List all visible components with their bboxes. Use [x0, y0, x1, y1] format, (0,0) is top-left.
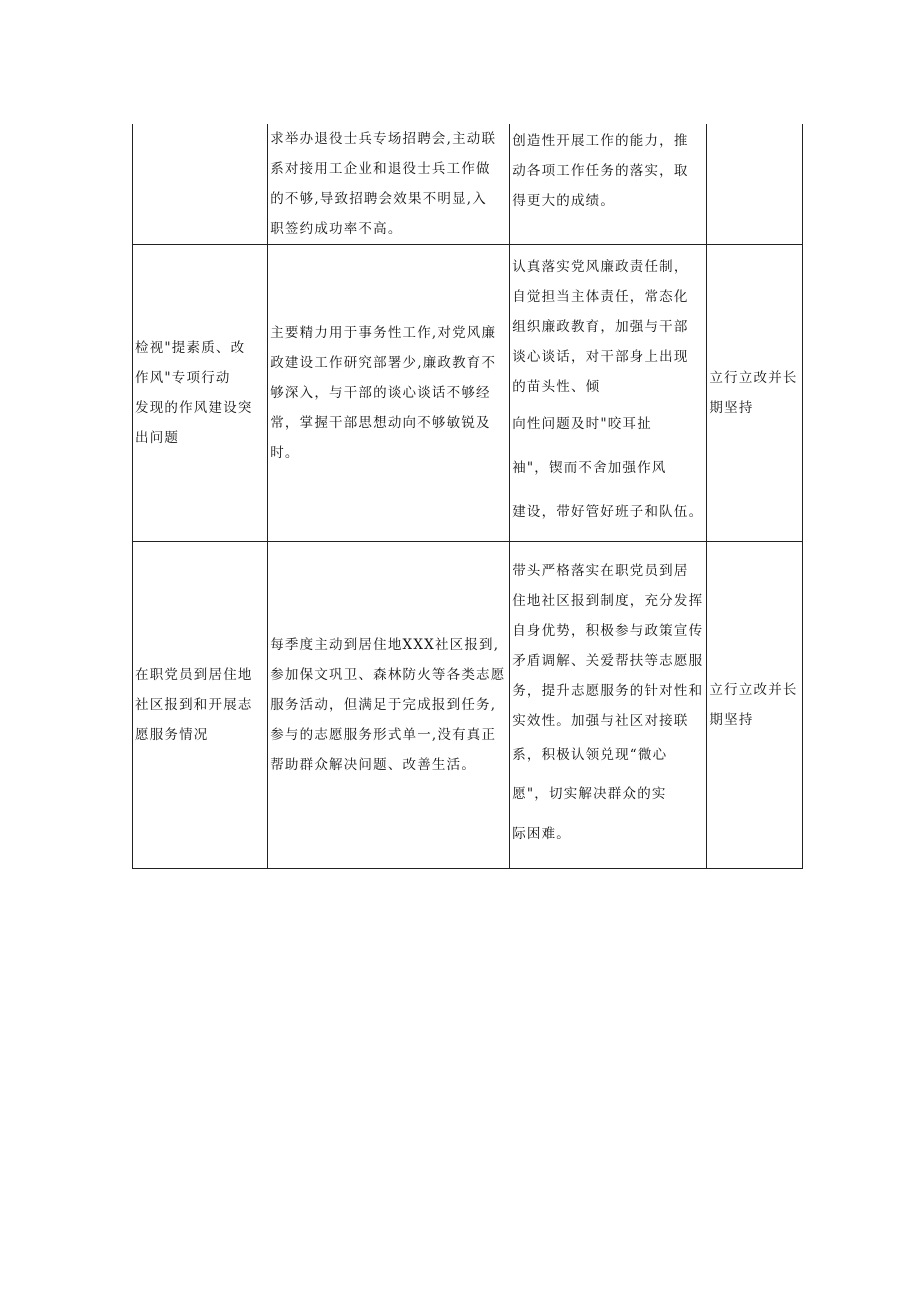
text-line: 帮助群众解决问题、改善生活。 — [270, 757, 477, 773]
text-line: 服务活动，但满足于完成报到任务, — [270, 697, 497, 713]
text-line: 带头严格落实在职党员到居 — [512, 563, 689, 579]
text-line: 立行立改并长 — [709, 370, 798, 386]
text-line: 组织廉政教育，加强与干部 — [512, 319, 689, 335]
text-line: 际困难。 — [512, 826, 571, 842]
item-cell — [133, 124, 268, 245]
problem-cell — [268, 542, 510, 869]
text-line: 政建设工作研究部署少,廉政教育不 — [270, 355, 497, 371]
item-cell — [133, 245, 268, 542]
table-row — [133, 245, 803, 542]
text-line: 常，掌握干部思想动向不够敏锐及 — [270, 415, 491, 431]
text-line: 期坚持 — [709, 712, 754, 728]
measure-cell — [510, 542, 707, 869]
text-line: 主要精力用于事务性工作,对党风廉 — [270, 325, 497, 341]
problem-cell — [268, 124, 510, 245]
deadline-cell — [707, 124, 803, 245]
text-line: 自觉担当主体责任，常态化 — [512, 289, 689, 305]
rectification-table — [132, 124, 803, 869]
text-line: 立行立改并长 — [709, 682, 798, 698]
text-line: 袖"，锲而不舍加强作风 — [512, 460, 667, 476]
text-line: 愿服务情况 — [135, 727, 209, 743]
text-line: 自身优势，积极参与政策宣传 — [512, 623, 704, 639]
text-line: 认真落实党风廉政责任制， — [512, 259, 689, 275]
text-line: 创造性开展工作的能力，推 — [512, 133, 689, 149]
text-line: 时。 — [270, 445, 300, 461]
text-line: 矛盾调解、关爱帮扶等志愿服 — [512, 653, 704, 669]
text-line: 建设，带好管好班子和队伍。 — [512, 504, 704, 520]
deadline-cell — [707, 542, 803, 869]
measure-cell — [510, 245, 707, 542]
text-line: 得更大的成绩。 — [512, 193, 616, 209]
text-line: 出问题 — [135, 430, 180, 446]
text-line: 求举办退役士兵专场招聘会,主动联 — [270, 131, 497, 147]
text-line: 实效性。加强与社区对接联 — [512, 713, 689, 729]
text-line: 动各项工作任务的落实，取 — [512, 163, 689, 179]
text-line: 的苗头性、倾 — [512, 379, 601, 395]
text-line: 够深入，与干部的谈心谈话不够经 — [270, 385, 491, 401]
text-line: 社区报到和开展志 — [135, 697, 253, 713]
text-line: 每季度主动到居住地XXX社区报到, — [270, 637, 500, 653]
text-line: 向性问题及时"咬耳扯 — [512, 416, 652, 432]
text-line: 期坚持 — [709, 400, 754, 416]
text-line: 住地社区报到制度，充分发挥 — [512, 593, 704, 609]
text-line: 职签约成功率不高。 — [270, 221, 403, 237]
text-line: 务，提升志愿服务的针对性和 — [512, 683, 704, 699]
table-row — [133, 124, 803, 245]
text-line: 发现的作风建设突 — [135, 400, 253, 416]
problem-cell — [268, 245, 510, 542]
table-row — [133, 542, 803, 869]
deadline-cell — [707, 245, 803, 542]
text-line: 谈心谈话，对干部身上出现 — [512, 349, 689, 365]
measure-cell — [510, 124, 707, 245]
text-line: 参与的志愿服务形式单一,没有真正 — [270, 727, 497, 743]
text-line: 系对接用工企业和退役士兵工作做 — [270, 161, 491, 177]
text-line: 在职党员到居住地 — [135, 667, 253, 683]
text-line: 参加保文巩卫、森林防火等各类志愿 — [270, 667, 506, 683]
text-line: 检视"提素质、改 — [135, 340, 246, 356]
text-line: 系，积极认领兑现“微心 — [512, 747, 668, 763]
text-line: 作风"专项行动 — [135, 370, 231, 386]
text-line: 愿"，切实解决群众的实 — [512, 786, 667, 802]
text-line: 的不够,导致招聘会效果不明显,入 — [270, 191, 488, 207]
item-cell — [133, 542, 268, 869]
